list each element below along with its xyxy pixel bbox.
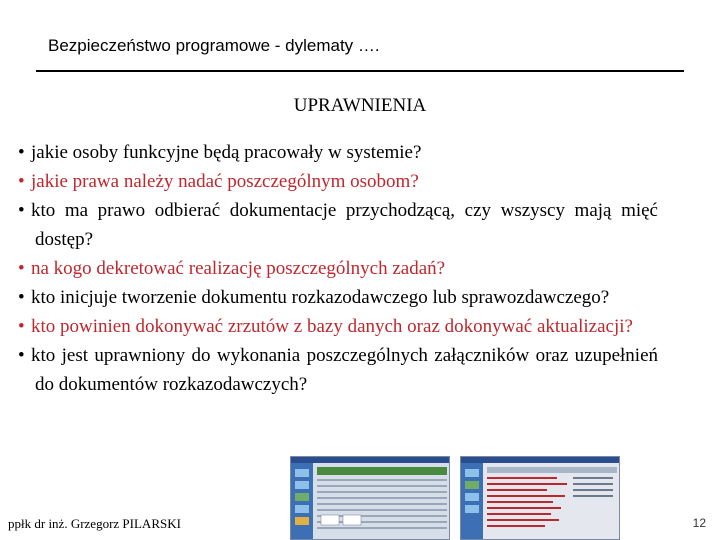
bullet-text: kto inicjuje tworzenie dokumentu rozkazodawczego lub sprawozdawczego?	[31, 287, 610, 308]
bullet-item	[18, 254, 658, 283]
bullet-text: kto jest uprawniony do wykonania poszczególnych załączników oraz uzupełnień do dokumentów rozkazodawczych?	[31, 345, 658, 395]
section-heading: UPRAWNIENIA	[293, 95, 427, 116]
bullet-dot-icon: •	[18, 258, 25, 279]
bullet-dot-icon: •	[18, 200, 25, 221]
page-number: 12	[692, 516, 706, 530]
application-screenshot-thumbnail-right	[460, 456, 620, 540]
bullet-dot-icon: •	[18, 142, 25, 163]
application-screenshot-icon	[291, 457, 450, 540]
application-screenshot-thumbnail-left	[290, 456, 450, 540]
bullet-item	[18, 196, 658, 254]
bullet-list	[18, 138, 658, 399]
bullet-item	[18, 312, 658, 341]
bullet-text: jakie prawa należy nadać poszczególnym osobom?	[31, 171, 419, 192]
bullet-dot-icon: •	[18, 316, 25, 337]
bullet-text: jakie osoby funkcyjne będą pracowały w systemie?	[31, 142, 422, 163]
footer-author: ppłk dr inż. Grzegorz PILARSKI	[8, 516, 181, 531]
bullet-text: kto ma prawo odbierać dokumentacje przychodzącą, czy wszyscy mają mięć dostęp?	[31, 200, 658, 250]
bullet-item	[18, 341, 658, 399]
bullet-item	[18, 283, 658, 312]
bullet-text: kto powinien dokonywać zrzutów z bazy danych oraz dokonywać aktualizacji?	[31, 316, 633, 337]
application-screenshot-icon	[461, 457, 620, 540]
bullet-text: na kogo dekretować realizację poszczególnych zadań?	[31, 258, 446, 279]
header-divider	[36, 70, 684, 72]
slide-header-title: Bezpieczeństwo programowe - dylematy ….	[48, 36, 380, 55]
bullet-item	[18, 138, 658, 167]
bullet-item	[18, 167, 658, 196]
bullet-dot-icon: •	[18, 171, 25, 192]
bullet-dot-icon: •	[18, 287, 25, 308]
bullet-dot-icon: •	[18, 345, 25, 366]
